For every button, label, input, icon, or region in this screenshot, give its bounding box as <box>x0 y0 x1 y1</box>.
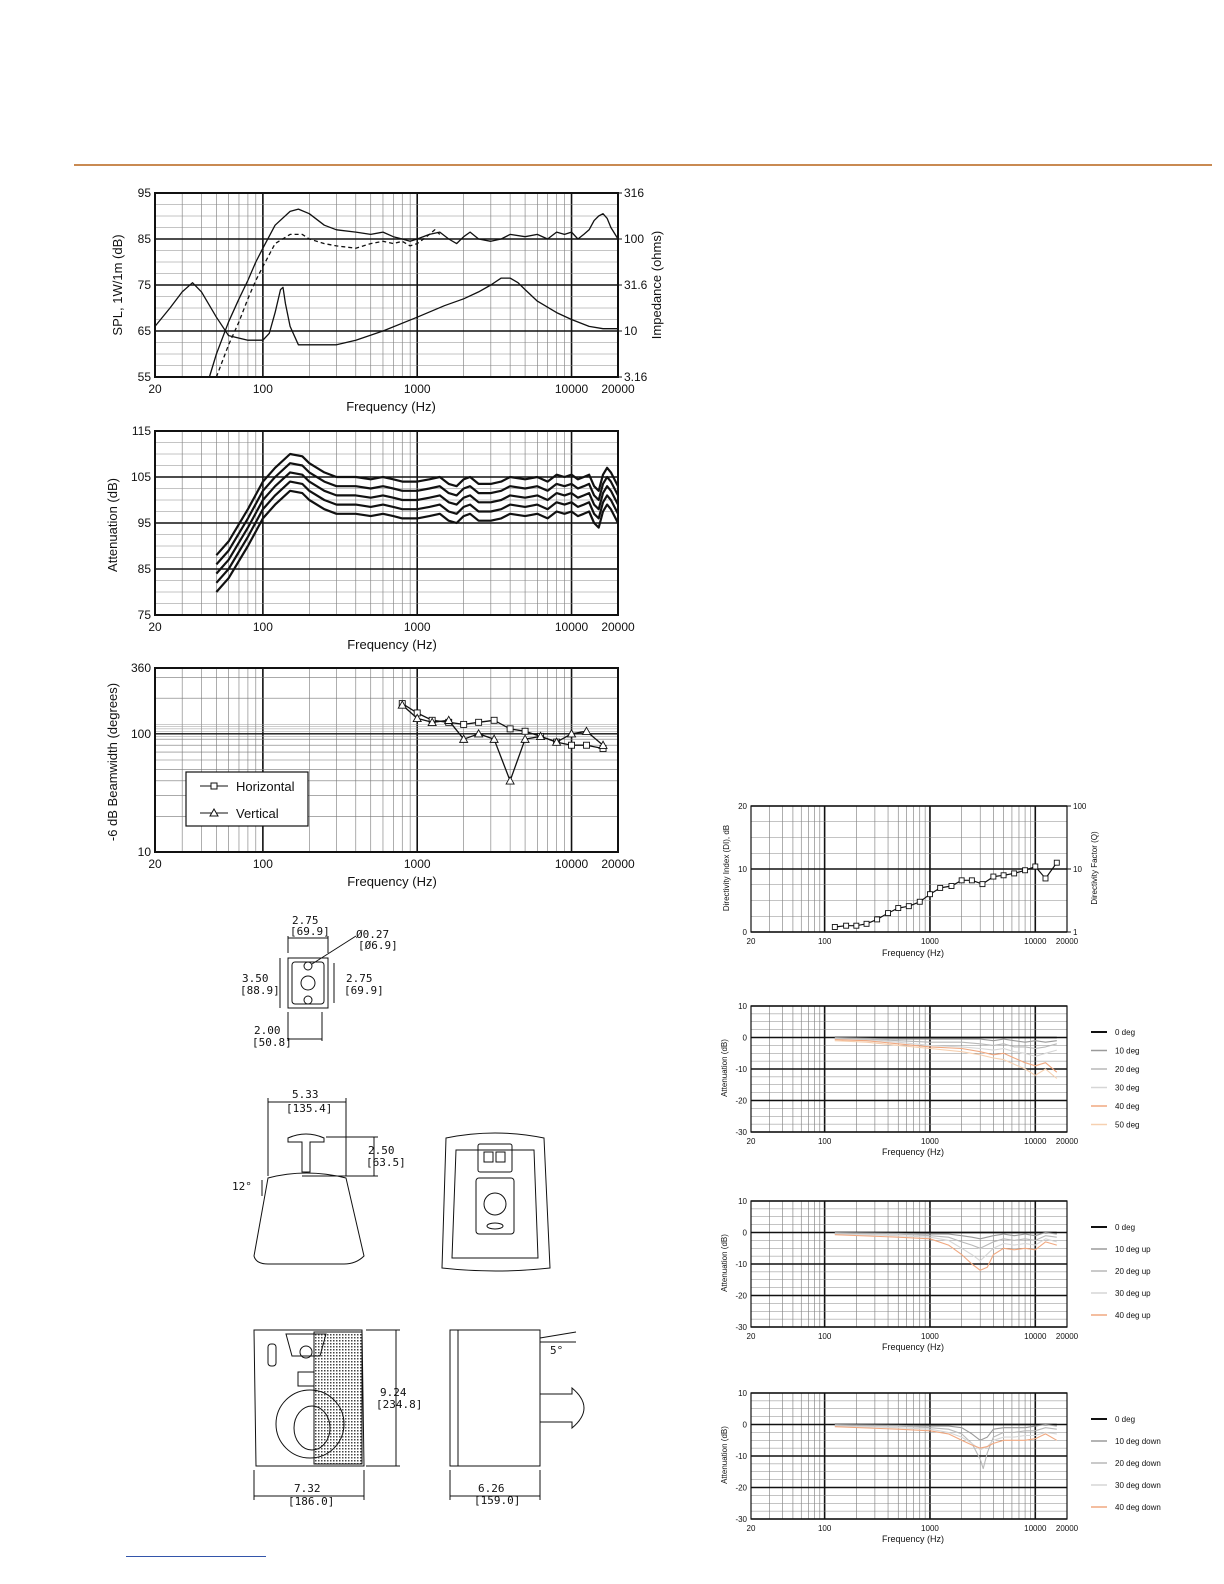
y-tick-label: 10 <box>738 1001 747 1011</box>
data-point-square <box>569 742 575 748</box>
y-tick-label: -30 <box>735 1514 747 1524</box>
directivity-chart <box>715 800 1115 965</box>
x-tick-label: 100 <box>817 1137 832 1146</box>
dim-width-mm: [69.9] <box>290 925 330 938</box>
y-tick-label: 75 <box>137 608 151 623</box>
x-tick-label: 10000 <box>1024 1137 1047 1146</box>
dim-width: 2.75 <box>292 914 319 927</box>
legend-label: 30 deg <box>1115 1083 1140 1093</box>
data-point-square <box>969 878 974 883</box>
x-tick-label: 20 <box>148 857 162 871</box>
data-point-square <box>583 742 589 748</box>
spl-impedance-chart <box>100 185 680 420</box>
dim-base-mm: [50.8] <box>252 1036 292 1049</box>
x-tick-label: 10000 <box>554 382 589 396</box>
y-tick-label: -20 <box>735 1483 747 1493</box>
y-tick-label: 65 <box>137 324 151 339</box>
data-point-square <box>461 721 467 727</box>
y-axis-label: SPL, 1W/1m (dB) <box>110 234 125 336</box>
data-point-square <box>1012 871 1017 876</box>
dim-front-height-mm: [234.8] <box>376 1398 423 1411</box>
data-point-square <box>507 726 513 732</box>
badge <box>298 1372 314 1386</box>
x-axis-label: Frequency (Hz) <box>881 1147 945 1157</box>
y-tick-label: 95 <box>137 516 151 531</box>
x-tick-label: 1000 <box>403 382 431 396</box>
y-tick-label: 105 <box>130 470 151 485</box>
data-point-square <box>1001 873 1006 878</box>
header-rule <box>74 164 1212 166</box>
chart-legend <box>1091 1415 1161 1512</box>
x-tick-label: 10000 <box>1024 1524 1047 1533</box>
vertical-down-off-axis-chart <box>715 1387 1175 1552</box>
y2-axis-label: Impedance (ohms) <box>649 230 664 340</box>
y2-tick-label: 1 <box>1073 927 1078 937</box>
y2-tick-label: 10 <box>624 324 638 339</box>
chart-series-group <box>155 209 618 377</box>
x-tick-label: 10000 <box>1024 937 1047 946</box>
x-tick-label: 100 <box>817 937 832 946</box>
x-tick-label: 20 <box>148 620 162 634</box>
bracket-plate <box>288 958 328 1008</box>
dim-front-width: 7.32 <box>294 1482 321 1495</box>
data-point-square <box>864 921 869 926</box>
data-point-square <box>1054 860 1059 865</box>
speaker-cabinet-top <box>254 1173 364 1264</box>
speaker-rear-drawing <box>440 1130 555 1275</box>
legend-label: 40 deg <box>1115 1102 1140 1111</box>
x-tick-label: 1000 <box>921 1137 939 1146</box>
x-tick-label: 10000 <box>1024 1332 1047 1341</box>
dim-height-mm: [88.9] <box>240 984 280 997</box>
data-point-square <box>1043 876 1048 881</box>
legend-marker-square <box>211 783 217 789</box>
dim-tilt: 5° <box>550 1344 564 1357</box>
y-tick-label: 360 <box>130 661 151 676</box>
x-tick-label: 1000 <box>921 937 939 946</box>
x-tick-label: 20 <box>746 937 756 946</box>
x-tick-label: 100 <box>252 382 273 396</box>
series-line <box>835 1234 1057 1261</box>
y-tick-label: 85 <box>137 562 151 577</box>
data-point-square <box>522 728 528 734</box>
port-circle <box>484 1193 506 1215</box>
y-axis-label: Directivity Index (DI), dB <box>722 824 731 912</box>
chart-series-group <box>398 701 607 784</box>
x-tick-label: 1000 <box>921 1332 939 1341</box>
speaker-side-drawing <box>440 1318 590 1510</box>
data-point-square <box>875 917 880 922</box>
x-axis-label: Frequency (Hz) <box>347 637 437 652</box>
legend-label: 40 deg down <box>1115 1503 1161 1512</box>
x-tick-label: 1000 <box>403 620 431 634</box>
legend-label: 30 deg up <box>1115 1289 1151 1298</box>
x-tick-label: 20000 <box>601 382 635 396</box>
y-tick-label: 0 <box>742 1228 747 1238</box>
port-slot <box>487 1223 503 1229</box>
x-tick-label: 100 <box>252 857 273 871</box>
y-tick-label: -20 <box>735 1096 747 1106</box>
chart-grid <box>735 1389 1078 1533</box>
data-point-square <box>991 874 996 879</box>
dim-base: 2.00 <box>254 1024 281 1037</box>
y-tick-label: 10 <box>137 845 151 860</box>
beamwidth-chart <box>100 662 680 897</box>
legend-label: 50 deg <box>1115 1120 1140 1130</box>
series-line <box>835 1427 1057 1448</box>
x-tick-label: 20 <box>746 1137 756 1146</box>
x-tick-label: 100 <box>817 1524 832 1533</box>
dim-depth-mm: [69.9] <box>344 984 384 997</box>
legend-label: 40 deg up <box>1115 1311 1151 1320</box>
x-tick-label: 100 <box>817 1332 832 1341</box>
x-tick-label: 20 <box>148 382 162 396</box>
y-tick-label: 0 <box>742 1033 747 1043</box>
legend-label: 20 deg down <box>1115 1459 1161 1468</box>
dim-side-depth: 6.26 <box>478 1482 505 1495</box>
x-tick-label: 100 <box>252 620 273 634</box>
port-plate <box>476 1178 514 1234</box>
chart-legend <box>1091 1223 1151 1320</box>
y2-tick-label: 100 <box>624 232 645 247</box>
y2-tick-label: 10 <box>1073 864 1082 874</box>
x-tick-label: 20000 <box>601 857 635 871</box>
dim-angle: 12° <box>232 1180 252 1193</box>
dim-front-width-mm: [186.0] <box>288 1495 335 1508</box>
x-axis-label: Frequency (Hz) <box>347 874 437 889</box>
legend-label: 10 deg down <box>1115 1437 1161 1446</box>
data-point-square <box>980 882 985 887</box>
data-point-square <box>1023 868 1028 873</box>
y-axis-label: Attenuation (dB) <box>105 478 120 572</box>
y2-axis-label: Directivity Factor (Q) <box>1090 831 1099 905</box>
y2-tick-label: 316 <box>624 186 645 201</box>
data-point-square <box>844 923 849 928</box>
bracket-hole-top <box>304 962 312 970</box>
y-tick-label: -20 <box>735 1291 747 1301</box>
legend-label: 10 deg <box>1115 1046 1140 1056</box>
bracket-drawing <box>230 908 400 1053</box>
data-point-square <box>927 892 932 897</box>
data-point-square <box>476 719 482 725</box>
y-tick-label: -30 <box>735 1127 747 1137</box>
footer-rule <box>126 1556 266 1557</box>
y-tick-label: 115 <box>131 424 151 439</box>
chart-legend <box>186 772 308 826</box>
data-point-square <box>917 899 922 904</box>
x-axis-label: Frequency (Hz) <box>881 948 945 958</box>
data-point-square <box>832 924 837 929</box>
terminal-plate <box>478 1144 512 1172</box>
dim-top-width: 5.33 <box>292 1088 319 1101</box>
x-tick-label: 20000 <box>1055 1524 1079 1533</box>
legend-label: 30 deg down <box>1115 1481 1161 1490</box>
data-point-square <box>491 717 497 723</box>
terminal-right <box>496 1152 505 1162</box>
data-point-square <box>896 906 901 911</box>
data-point-square <box>886 911 891 916</box>
data-point-square <box>854 923 859 928</box>
x-tick-label: 20000 <box>1055 1137 1079 1146</box>
x-tick-label: 20000 <box>1055 1332 1079 1341</box>
chart-series-group <box>835 1425 1057 1469</box>
bracket-arm <box>540 1388 584 1428</box>
legend-label: 0 deg <box>1115 1415 1136 1424</box>
chart-grid <box>738 802 1087 946</box>
legend-label: 10 deg up <box>1115 1245 1151 1254</box>
x-tick-label: 10000 <box>554 857 589 871</box>
y2-tick-label: 3.16 <box>624 370 648 385</box>
attenuation-chart <box>100 425 680 660</box>
series-line <box>835 1040 1057 1073</box>
y-tick-label: 20 <box>738 801 747 811</box>
x-tick-label: 1000 <box>921 1524 939 1533</box>
y-tick-label: -30 <box>735 1322 747 1332</box>
dim-side-depth-mm: [159.0] <box>474 1494 521 1507</box>
tilt-line <box>540 1332 576 1338</box>
leader-line <box>312 936 356 964</box>
y-axis-label: Attenuation (dB) <box>720 1426 729 1484</box>
dim-offset: 2.50 <box>368 1144 395 1157</box>
series-line <box>155 278 618 345</box>
y-tick-label: 0 <box>742 927 747 937</box>
y-axis-label: Attenuation (dB) <box>720 1039 729 1097</box>
x-axis-label: Frequency (Hz) <box>881 1534 945 1544</box>
y2-tick-label: 31.6 <box>624 278 648 293</box>
y-tick-label: 75 <box>137 278 151 293</box>
data-point-triangle <box>582 727 590 734</box>
x-tick-label: 1000 <box>403 857 431 871</box>
y-tick-label: 10 <box>738 1388 747 1398</box>
terminal-left <box>484 1152 493 1162</box>
y-tick-label: 55 <box>137 370 151 385</box>
legend-label: 20 deg up <box>1115 1267 1151 1276</box>
x-axis-label: Frequency (Hz) <box>881 1342 945 1352</box>
port-slot <box>268 1344 276 1366</box>
y-tick-label: 10 <box>738 864 747 874</box>
dim-top-width-mm: [135.4] <box>286 1102 333 1115</box>
data-point-square <box>1033 864 1038 869</box>
series-line <box>402 704 603 749</box>
data-point-square <box>959 878 964 883</box>
series-line <box>216 230 439 377</box>
legend-label: 0 deg <box>1115 1028 1136 1037</box>
chart-grid <box>131 661 635 871</box>
y-tick-label: 100 <box>130 726 151 741</box>
dim-offset-mm: [63.5] <box>366 1156 406 1169</box>
bracket-hole-bottom <box>304 996 312 1004</box>
y-tick-label: 0 <box>742 1420 747 1430</box>
chart-grid <box>735 1197 1078 1341</box>
y-axis-label: -6 dB Beamwidth (degrees) <box>105 682 120 842</box>
y2-tick-label: 100 <box>1073 801 1087 811</box>
speaker-front-drawing <box>240 1322 430 1510</box>
chart-legend <box>1091 1028 1139 1130</box>
y-axis-label: Attenuation (dB) <box>720 1234 729 1292</box>
data-point-square <box>938 885 943 890</box>
cabinet-inner <box>452 1150 538 1258</box>
legend-label: 0 deg <box>1115 1223 1136 1232</box>
x-tick-label: 20000 <box>1055 937 1079 946</box>
data-point-triangle <box>506 777 514 784</box>
y-tick-label: -10 <box>735 1451 747 1461</box>
series-line <box>835 1426 1057 1450</box>
dim-height: 3.50 <box>242 972 269 985</box>
y-tick-label: -10 <box>735 1064 747 1074</box>
chart-grid <box>735 1002 1078 1146</box>
cabinet-side <box>450 1330 540 1466</box>
legend-label-vertical: Vertical <box>236 806 279 821</box>
y-tick-label: -10 <box>735 1259 747 1269</box>
vertical-up-off-axis-chart <box>715 1195 1175 1360</box>
data-point-square <box>949 884 954 889</box>
x-tick-label: 20 <box>746 1524 756 1533</box>
dim-depth: 2.75 <box>346 972 373 985</box>
dim-front-height: 9.24 <box>380 1386 407 1399</box>
data-point-square <box>906 904 911 909</box>
x-tick-label: 10000 <box>554 620 589 634</box>
x-tick-label: 20000 <box>601 620 635 634</box>
horizontal-off-axis-chart <box>715 1000 1175 1165</box>
y-tick-label: 95 <box>137 186 151 201</box>
chart-grid <box>131 424 635 634</box>
dim-hole-mm: [Ø6.9] <box>358 939 398 952</box>
chart-series-group <box>835 1038 1057 1079</box>
bracket-arm <box>288 1134 324 1172</box>
chart-grid <box>138 186 648 396</box>
bracket-inner <box>292 962 324 1004</box>
x-axis-label: Frequency (Hz) <box>346 399 436 414</box>
speaker-side-bracket-drawing <box>228 1088 418 1273</box>
x-tick-label: 20 <box>746 1332 756 1341</box>
dim-hole: Ø0.27 <box>356 928 390 941</box>
legend-label-horizontal: Horizontal <box>236 779 295 794</box>
legend-label: 20 deg <box>1115 1065 1140 1074</box>
y-tick-label: 10 <box>738 1196 747 1206</box>
bracket-hole-center <box>301 976 315 990</box>
y-tick-label: 85 <box>137 232 151 247</box>
